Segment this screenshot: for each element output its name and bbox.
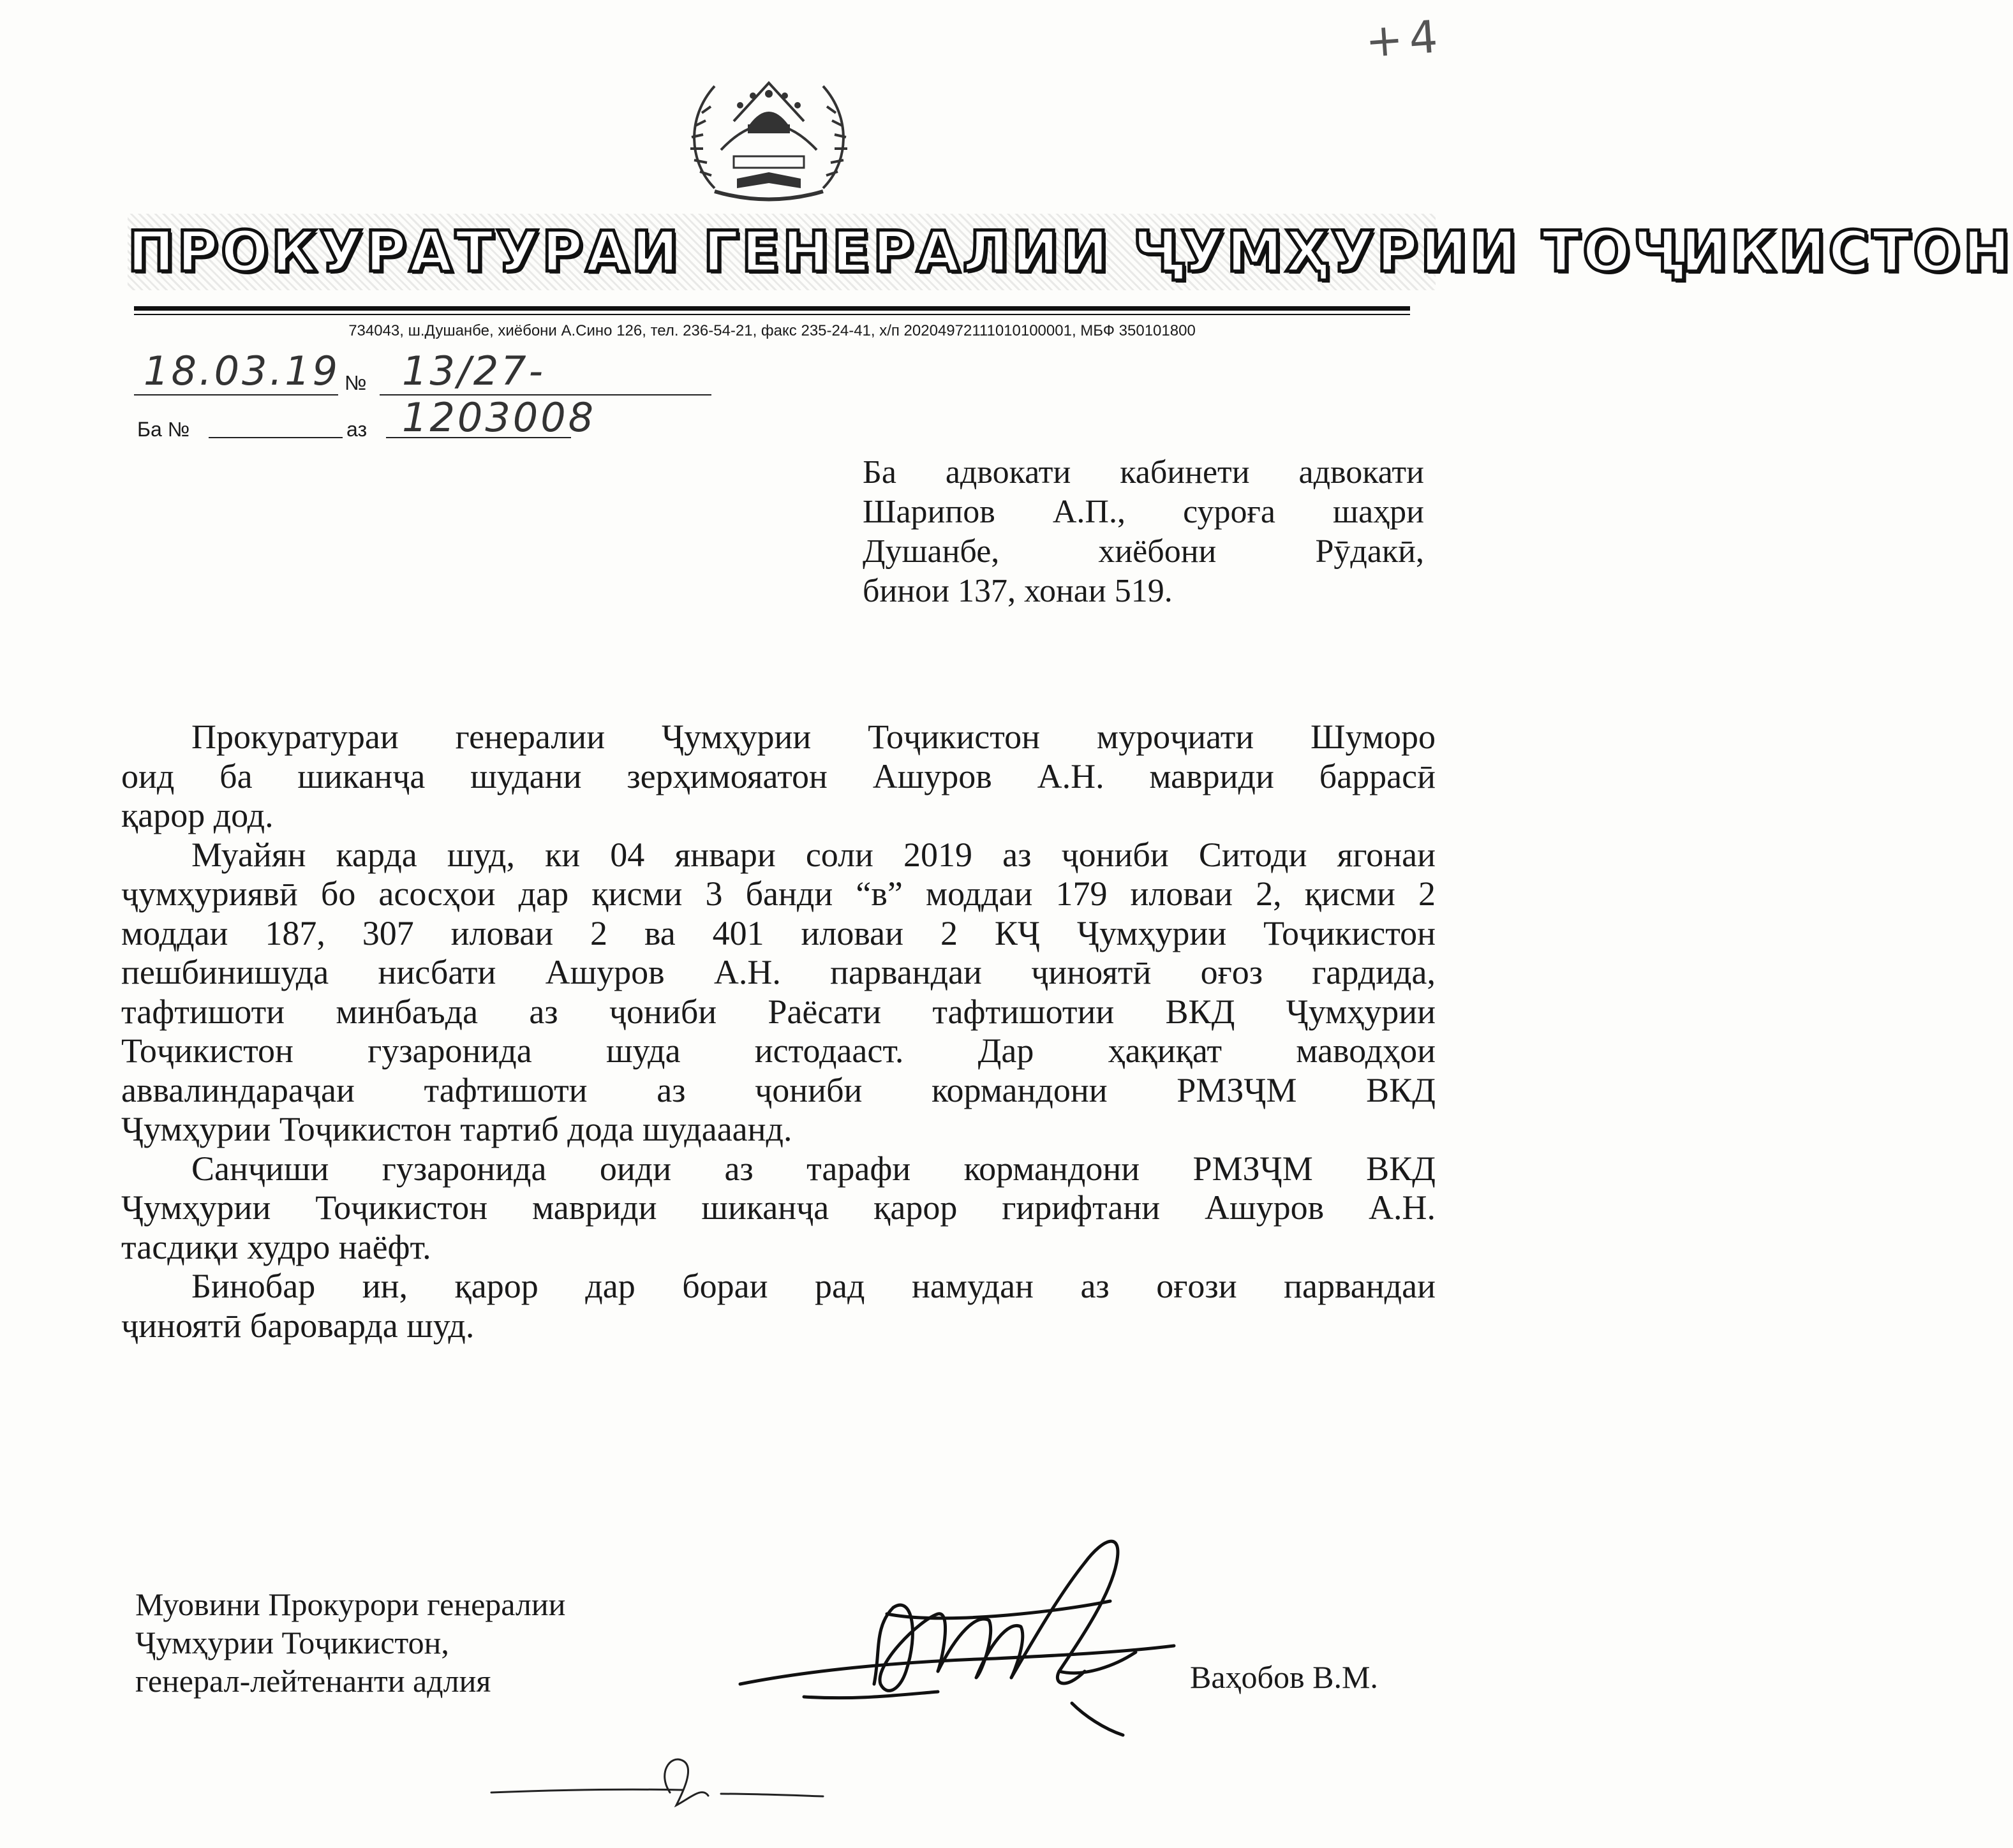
body-line: Прокуратураи генералии Ҷумҳурии Тоҷикистон муроҷиати Шуморо — [191, 718, 1436, 756]
body-line: ҷумҳуриявӣ бо асосҳои дар қисми 3 банди “в” моддаи 179 иловаи 2, қисми 2 — [121, 875, 1436, 913]
body-line: Бинобар ин, қарор дар бораи рад намудан аз оғози парвандаи — [191, 1267, 1436, 1305]
organization-title: ПРОКУРАТУРАИ ГЕНЕРАЛИИ ҶУМҲУРИИ ТОҶИКИСТОН — [128, 214, 1436, 290]
body-line: қарор дод. — [121, 796, 274, 834]
addressee-line: Шарипов А.П., суроға шаҳри — [863, 494, 1424, 530]
body-line: Муайян карда шуд, ки 04 январи соли 2019 аз ҷониби Ситоди ягонаи — [191, 835, 1436, 874]
body-line: оид ба шиканҷа шудани зерҳимояатон Ашуров А.Н. мавриди баррасӣ — [121, 757, 1436, 795]
body-line: Ҷумҳурии Тоҷикистон мавриди шиканҷа қарор гирифтани Ашуров А.Н. — [121, 1188, 1436, 1227]
addressee-block — [863, 453, 1424, 611]
organization-address: 734043, ш.Душанбе, хиёбони А.Сино 126, тел. 236-54-21, факс 235-24-41, х/п 20204972111010100001, МБФ 350101800 — [348, 322, 1196, 339]
signatory-title-line: генерал-лейтенанти адлия — [135, 1663, 491, 1699]
reference-date-label: аз — [346, 418, 368, 441]
body-line: ҷиноятӣ бароварда шуд. — [121, 1306, 475, 1345]
signatory-name: Ваҳобов В.М. — [1190, 1659, 1378, 1695]
handwritten-signature — [727, 1525, 1225, 1767]
number-label: № — [345, 371, 367, 394]
signatory-title — [135, 1585, 709, 1700]
body-line: моддаи 187, 307 иловаи 2 ва 401 иловаи 2 КҶ Ҷумҳурии Тоҷикистон — [121, 913, 1436, 952]
body-line: Ҷумҳурии Тоҷикистон тартиб дода шудааанд. — [121, 1110, 792, 1148]
reference-date-blank — [386, 437, 571, 438]
state-emblem-icon — [676, 61, 861, 207]
body-line: пешбинишуда нисбати Ашуров А.Н. парвандаи ҷиноятӣ оғоз гардида, — [121, 953, 1436, 991]
header-rule — [134, 306, 1410, 311]
handwritten-corner-note: +4 — [1363, 10, 1446, 68]
signatory-title-line: Ҷумҳурии Тоҷикистон, — [135, 1625, 449, 1660]
reference-number-label: Ба № — [137, 418, 190, 441]
body-line: тафтишоти минбаъда аз ҷониби Раёсати тафтишотии ВКД Ҷумҳурии — [121, 992, 1436, 1031]
body-line: Тоҷикистон гузаронида шуда истодааст. Дар ҳақиқат маводҳои — [121, 1031, 1436, 1070]
addressee-line: Душанбе, хиёбони Рӯдакӣ, — [863, 533, 1424, 570]
registration-number: 13/27-1203008 — [402, 348, 597, 441]
reference-row — [137, 418, 584, 450]
initials-mark — [479, 1748, 836, 1824]
signatory-title-line: Муовини Прокурори генералии — [135, 1586, 566, 1622]
body-line: аввалиндараҷаи тафтишоти аз ҷониби кормандони РМЗҶМ ВКД — [121, 1070, 1436, 1109]
addressee-line: бинои 137, хонаи 519. — [863, 573, 1173, 609]
date-underline — [134, 394, 338, 395]
letter-body — [121, 718, 1436, 1345]
addressee-line: Ба адвокати кабинети адвокати — [863, 454, 1424, 491]
body-line: Санҷиши гузаронида оиди аз тарафи кормандони РМЗҶМ ВКД — [191, 1149, 1436, 1188]
body-line: тасдиқи худро наёфт. — [121, 1227, 431, 1266]
registration-date: 18.03.19 — [144, 348, 341, 394]
header-rule-thin — [134, 314, 1410, 315]
reference-number-blank — [209, 437, 343, 438]
